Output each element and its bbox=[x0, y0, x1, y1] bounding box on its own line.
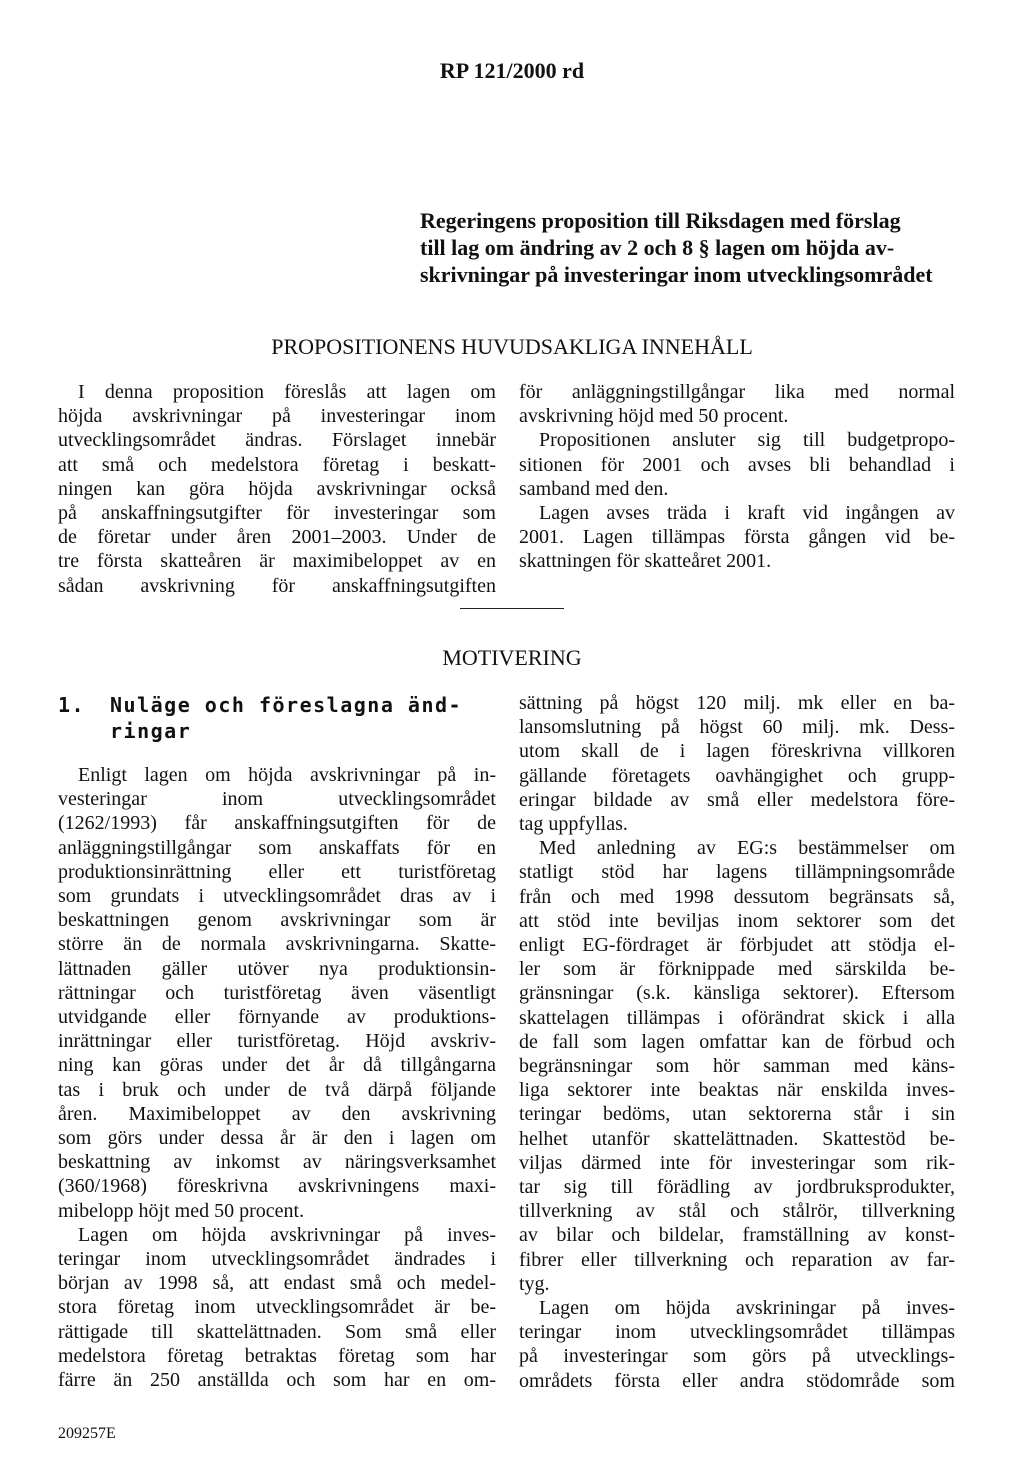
motivation-left-column bbox=[58, 763, 496, 1392]
text-line: 2001. Lagen tillämpas första gången vid be- bbox=[519, 526, 955, 549]
text-line: färre än 250 anställda och som har en om- bbox=[58, 1369, 496, 1392]
text-line: enligt EG-fördraget är förbjudet att stödja el- bbox=[519, 934, 955, 957]
text-line: rättigade till skattelättnaden. Som små eller bbox=[58, 1320, 496, 1343]
chapter-number: 1. bbox=[58, 693, 86, 717]
text-line: sitionen för 2001 och avses bli behandlad i bbox=[519, 453, 955, 476]
summary-right-column bbox=[519, 380, 955, 574]
text-line: att små och medelstora företag i beskatt- bbox=[58, 453, 496, 476]
proposition-title bbox=[420, 207, 960, 288]
text-line: ningen kan göra höjda avskrivningar också bbox=[58, 477, 496, 500]
text-line: I denna proposition föreslås att lagen om bbox=[78, 381, 496, 403]
text-line: av bilar och bildelar, framställning av konst- bbox=[519, 1224, 955, 1247]
text-line: de företar under åren 2001–2003. Under de bbox=[58, 526, 496, 549]
text-line: teringar inom utvecklingsområdet tillämpas bbox=[519, 1321, 955, 1344]
text-line: vesteringar inom utvecklingsområdet bbox=[58, 788, 496, 811]
text-line: (1262/1993) får anskaffningsutgiften för de bbox=[58, 812, 496, 835]
text-line: mibelopp höjt med 50 procent. bbox=[58, 1199, 305, 1222]
text-line: stora företag inom utvecklingsområdet är be- bbox=[58, 1296, 496, 1319]
page-header: RP 121/2000 rd bbox=[439, 58, 585, 83]
text-line: statligt stöd har lagens tillämpningsområde bbox=[519, 861, 955, 884]
text-line: tag uppfyllas. bbox=[519, 813, 628, 836]
text-line: utom skall de i lagen föreskrivna villkoren bbox=[519, 740, 955, 763]
text-line: eringar bildade av små eller medelstora före- bbox=[519, 788, 955, 811]
text-line: områdets första eller andra stödområde som bbox=[519, 1369, 955, 1392]
text-line: från och med 1998 dessutom begränsats så, bbox=[519, 885, 955, 908]
text-line: Propositionen ansluter sig till budgetpropo- bbox=[539, 429, 955, 452]
text-line: Enligt lagen om höjda avskrivningar på in- bbox=[78, 764, 496, 786]
text-line: skattelagen tillämpas i oförändrat skick i alla bbox=[519, 1006, 955, 1029]
title-line: Regeringens proposition till Riksdagen med förslag bbox=[420, 208, 901, 233]
section-divider bbox=[460, 608, 564, 609]
text-line: för anläggningstillgångar lika med normal bbox=[519, 381, 955, 403]
text-line: på anskaffningsutgifter för investeringar som bbox=[58, 502, 496, 525]
text-line: gränsningar (s.k. känsliga sektorer). Eftersom bbox=[519, 982, 955, 1005]
text-line: att stöd inte beviljas inom sektorer som det bbox=[519, 909, 955, 932]
summary-section-heading: PROPOSITIONENS HUVUDSAKLIGA INNEHÅLL bbox=[271, 334, 753, 359]
text-line: rättningar och turistföretag även väsentligt bbox=[58, 981, 496, 1004]
text-line: sådan avskrivning för anskaffningsutgiften bbox=[58, 574, 496, 597]
text-line: medelstora företag betraktas företag som har bbox=[58, 1344, 496, 1367]
text-line: höjda avskrivningar på investeringar inom bbox=[58, 405, 496, 428]
text-line: tar sig till förädling av jordbruksprodukter, bbox=[519, 1176, 955, 1199]
text-line: anläggningstillgångar som anskaffats för en bbox=[58, 836, 496, 859]
text-line: lansomslutning på högst 60 milj. mk. Dess- bbox=[519, 716, 955, 739]
text-line: viljas därmed inte för investeringar som rik- bbox=[519, 1151, 955, 1174]
text-line: skattningen för skatteåret 2001. bbox=[519, 550, 772, 573]
text-line: gällande företagets oavhängighet och grupp- bbox=[519, 764, 955, 787]
text-line: som görs under dessa år är den i lagen om bbox=[58, 1127, 496, 1150]
text-line: lättnaden gäller utöver nya produktionsin- bbox=[58, 957, 496, 980]
text-line: Med anledning av EG:s bestämmelser om bbox=[539, 837, 955, 860]
text-line: Lagen avses träda i kraft vid ingången av bbox=[539, 502, 955, 525]
text-line: utvidgande eller förnyande av produktions- bbox=[58, 1006, 496, 1029]
text-line: avskrivning höjd med 50 procent. bbox=[519, 405, 789, 428]
text-line: helhet utanför skattelättnaden. Skattestöd be- bbox=[519, 1127, 955, 1150]
text-line: begränsningar som hör samman med käns- bbox=[519, 1055, 955, 1078]
text-line: inrättningar eller turistföretag. Höjd avskriv- bbox=[58, 1030, 496, 1053]
text-line: Lagen om höjda avskriningar på inves- bbox=[539, 1297, 955, 1320]
text-line: tillverkning av stål och stålrör, tillverkning bbox=[519, 1200, 955, 1223]
title-line: skrivningar på investeringar inom utvecklingsområdet bbox=[420, 262, 933, 287]
text-line: ler som är förknippade med särskilda be- bbox=[519, 958, 955, 981]
summary-left-column bbox=[58, 380, 496, 598]
text-line: de fall som lagen omfattar kan de förbud och bbox=[519, 1030, 955, 1053]
text-line: Lagen om höjda avskrivningar på inves- bbox=[78, 1223, 496, 1246]
title-line: till lag om ändring av 2 och 8 § lagen om höjda av- bbox=[420, 235, 895, 260]
text-line: utvecklingsområdet ändras. Förslaget innebär bbox=[58, 429, 496, 452]
text-line: beskattningen genom avskrivningar som är bbox=[58, 909, 496, 932]
text-line: åren. Maximibeloppet av den avskrivning bbox=[58, 1102, 496, 1125]
text-line: tre första skatteåren är maximibeloppet av en bbox=[58, 550, 496, 573]
document-code: 209257E bbox=[58, 1425, 116, 1442]
motivation-section-heading: MOTIVERING bbox=[442, 645, 582, 670]
text-line: större än de normala avskrivningarna. Skatte- bbox=[58, 933, 496, 956]
text-line: teringar inom utvecklingsområdet ändrades i bbox=[58, 1248, 496, 1271]
text-line: (360/1968) föreskrivna avskrivningens maxi- bbox=[58, 1175, 496, 1198]
text-line: på investeringar som görs på utvecklings- bbox=[519, 1345, 955, 1368]
chapter-title: Nuläge och föreslagna änd-ringar bbox=[110, 693, 463, 743]
motivation-right-column bbox=[519, 691, 955, 1393]
text-line: liga sektorer inte beaktas när enskilda inves- bbox=[519, 1079, 955, 1102]
text-line: beskattning av inkomst av näringsverksamhet bbox=[58, 1151, 496, 1174]
text-line: som grundats i utvecklingsområdet dras av i bbox=[58, 885, 496, 908]
text-line: ning kan göras under det år då tillgångarna bbox=[58, 1054, 496, 1077]
text-line: samband med den. bbox=[519, 477, 669, 500]
text-line: början av 1998 så, att endast små och medel- bbox=[58, 1272, 496, 1295]
text-line: produktionsinrättning eller ett turistföretag bbox=[58, 860, 496, 883]
text-line: fibrer eller tillverkning och reparation av far- bbox=[519, 1248, 955, 1271]
text-line: sättning på högst 120 milj. mk eller en ba- bbox=[519, 692, 955, 714]
text-line: tas i bruk och under de två därpå följande bbox=[58, 1078, 496, 1101]
text-line: teringar bedöms, utan sektorerna står i sin bbox=[519, 1103, 955, 1126]
text-line: tyg. bbox=[519, 1272, 550, 1295]
